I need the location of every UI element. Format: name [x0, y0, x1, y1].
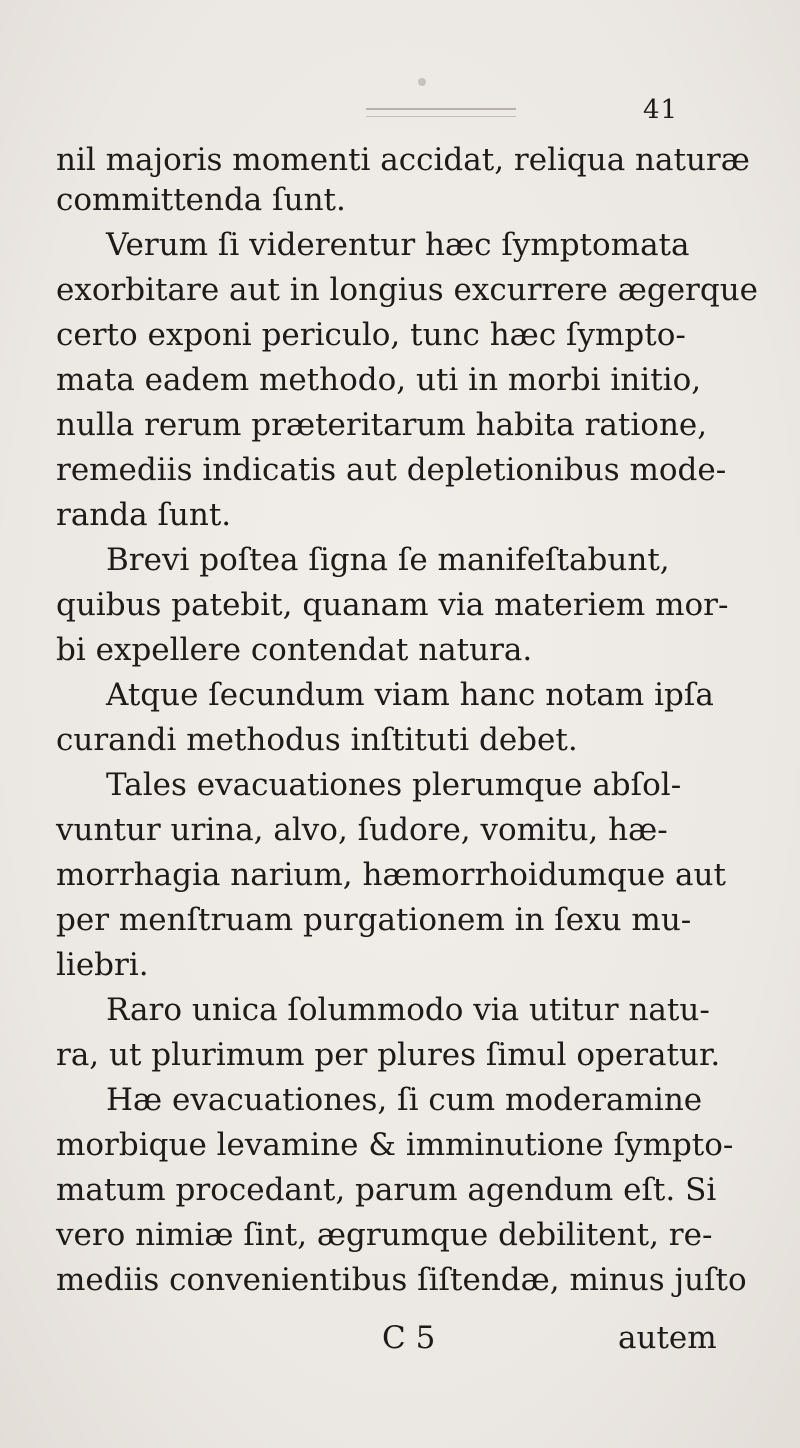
text-line: Tales evacuationes plerumque abſol-: [106, 767, 682, 803]
text-line: Atque ſecundum viam hanc notam ipſa: [106, 677, 714, 713]
ink-spot: [418, 78, 426, 86]
text-line: liebri.: [56, 947, 149, 983]
catchword: autem: [618, 1320, 717, 1356]
text-line: nulla rerum præteritarum habita ratione,: [56, 407, 708, 443]
text-line: Hæ evacuationes, ſi cum moderamine: [106, 1082, 703, 1118]
text-line: committenda ſunt.: [56, 182, 346, 218]
text-line: Raro unica ſolummodo via utitur natu-: [106, 992, 710, 1028]
text-line: vuntur urina, alvo, ſudore, vomitu, hæ-: [56, 812, 668, 848]
text-line: Brevi poſtea ſigna ſe manifeſtabunt,: [106, 542, 670, 578]
text-line: randa ſunt.: [56, 497, 232, 533]
text-line: nil majoris momenti accidat, reliqua naturæ: [56, 142, 750, 178]
text-line: mediis convenientibus ſiſtendæ, minus juſto: [56, 1262, 747, 1298]
text-line: bi expellere contendat natura.: [56, 632, 533, 668]
signature-mark: C 5: [382, 1320, 436, 1356]
text-line: per menſtruam purgationem in ſexu mu-: [56, 902, 692, 938]
text-line: mata eadem methodo, uti in morbi initio,: [56, 362, 702, 398]
text-line: exorbitare aut in longius excurrere ægerque: [56, 272, 759, 308]
text-line: morrhagia narium, hæmorrhoidumque aut: [56, 857, 726, 893]
text-line: matum procedant, parum agendum eſt. Si: [56, 1172, 717, 1208]
page-number: 41: [643, 95, 679, 125]
text-line: remediis indicatis aut depletionibus mode-: [56, 452, 727, 488]
text-line: morbique levamine & imminutione ſympto-: [56, 1127, 734, 1163]
text-line: quibus patebit, quanam via materiem mor-: [56, 587, 729, 623]
header-rule: [366, 108, 516, 117]
text-line: vero nimiæ ſint, ægrumque debilitent, re-: [56, 1217, 713, 1253]
text-line: certo exponi periculo, tunc hæc ſympto-: [56, 317, 686, 353]
text-line: ra, ut plurimum per plures ſimul operatur.: [56, 1037, 721, 1073]
text-line: Verum ſi viderentur hæc ſymptomata: [106, 227, 690, 263]
page-footer: [56, 1318, 776, 1358]
text-line: curandi methodus inſtituti debet.: [56, 722, 578, 758]
